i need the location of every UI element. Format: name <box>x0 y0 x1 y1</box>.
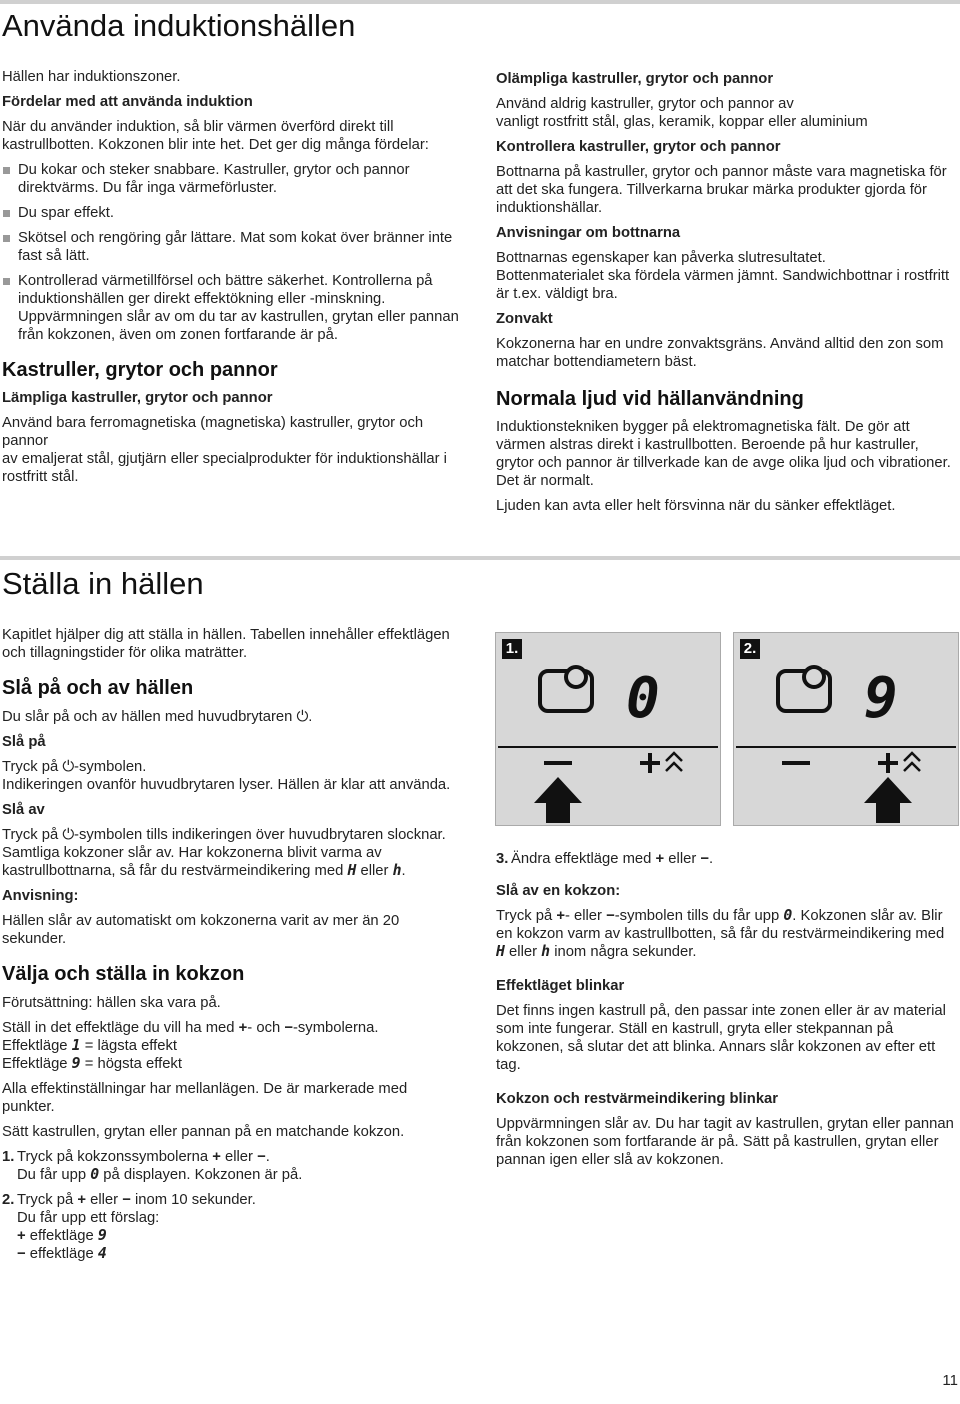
section-title-setting: Ställa in hällen <box>2 566 204 601</box>
step1-d: på displayen. Kokzonen är på. <box>103 1167 303 1183</box>
bottom-heading: Anvisningar om bottnarna <box>496 225 681 241</box>
noise-heading: Normala ljud vid hällanvändning <box>496 388 804 410</box>
plus-icon[interactable] <box>878 753 898 773</box>
step2-a: Tryck på <box>17 1192 74 1208</box>
advantages-list <box>2 161 462 344</box>
off-heading: Slå av <box>2 802 45 818</box>
select-text-a: Ställ in det effektläge du vill ha med <box>2 1020 235 1036</box>
minus-icon: − <box>257 1149 266 1165</box>
level-min-a: Effektläge <box>2 1038 68 1054</box>
panel-drawing <box>734 633 958 825</box>
zoneoff-b: - eller <box>564 908 602 924</box>
level-9-icon: 9 <box>71 1055 81 1072</box>
zoneoff-or: eller <box>509 944 538 960</box>
steps-list-continued <box>496 850 956 868</box>
residual-heat-h-icon: h <box>541 943 551 960</box>
advantages-heading: Fördelar med att använda induktion <box>2 94 253 110</box>
steps-list <box>2 1148 462 1263</box>
list-item: 3. Ändra effektläge med + eller −. <box>496 851 714 867</box>
level-0-icon: 0 <box>90 1166 100 1183</box>
step1-c: Du får upp <box>17 1167 87 1183</box>
minus-icon: − <box>122 1192 131 1208</box>
off-text-1b: -symbolen tills indikeringen över huvudbrytaren slocknar. <box>74 827 446 843</box>
zone-text: Kokzonerna har en undre zonvaktsgräns. Använd alltid den zon som matchar bottendiametern bäst. <box>496 336 944 370</box>
off-text-2a: Samtliga kokzoner slår av. Har kokzonerna blivit varma av kastrullbottnarna, så får du restvärmeindikering med <box>2 845 382 879</box>
plus-icon: + <box>212 1149 221 1165</box>
boost-chevron-icon <box>666 753 682 761</box>
level-max-b: = högsta effekt <box>84 1056 182 1072</box>
level-4-icon: 4 <box>97 1245 107 1262</box>
step3-a: Ändra effektläge med <box>511 851 652 867</box>
select-text-b: - och <box>247 1020 281 1036</box>
display-digit: 0 <box>626 666 660 731</box>
blink2-text: Uppvärmningen slår av. Du har tagit av kastrullen, grytan eller pannan från kokzonen som fortfarande är på. Sätt på kastrullen, grytan eller pannan igen eller slå av kokzonen. <box>496 1116 954 1168</box>
off-text-2: Samtliga kokzoner slår av. Har kokzonerna blivit varma av kastrullbottnarna, så får du restvärmeindikering med H eller h. <box>2 845 406 879</box>
power-icon: ⏻ <box>296 709 309 725</box>
select-text-c: -symbolerna. <box>292 1020 379 1036</box>
zoneoff-e: inom några sekunder. <box>554 944 697 960</box>
select-prereq: Förutsättning: hällen ska vara på. <box>2 995 221 1011</box>
check-text: Bottnarna på kastruller, grytor och pannor måste vara magnetiska för att det ska fungera. Tillverkarna brukar märka produkter gjorda för induktionshällar. <box>496 164 947 216</box>
section-title-using: Använda induktionshällen <box>2 8 356 43</box>
control-panel-2 <box>733 632 959 826</box>
plus-icon: + <box>556 908 565 924</box>
onoff-text-label: Du slår på och av hällen med huvudbrytaren <box>2 709 293 725</box>
on-text-1 <box>2 758 462 776</box>
on-heading: Slå på <box>2 734 46 750</box>
boost-chevron-icon <box>904 763 920 771</box>
section1-right-column <box>496 70 956 522</box>
top-divider <box>0 0 960 4</box>
minus-icon: − <box>700 851 710 867</box>
step1-b: eller <box>224 1149 253 1165</box>
step1-a: Tryck på kokzonssymbolerna <box>17 1149 209 1165</box>
step2-d: Du får upp ett förslag: <box>17 1210 160 1226</box>
zoneoff-text <box>496 907 956 961</box>
step-number: 2. <box>2 1192 15 1208</box>
blink-text: Det finns ingen kastrull på, den passar inte zonen eller är av material som inte fungerar. Ställ en kastrull, gryta eller stekpannan på kokzonen, så slutar det att blinka. Annars slår kokzonen av efter ett tag. <box>496 1003 946 1073</box>
panel-step-label: 2. <box>740 639 760 659</box>
level-max-a: Effektläge <box>2 1056 68 1072</box>
suitable-text-1: Använd bara ferromagnetiska (magnetiska) kastruller, grytor och pannor <box>2 415 424 449</box>
select-text <box>2 1019 462 1037</box>
arrow-up-icon <box>534 777 582 823</box>
check-heading: Kontrollera kastruller, grytor och pannor <box>496 139 781 155</box>
residual-heat-h-icon: h <box>392 862 402 879</box>
panel-drawing <box>496 633 720 825</box>
arrow-up-icon <box>864 777 912 823</box>
control-panel-1 <box>495 632 721 826</box>
note-text: Hällen slår av automatiskt om kokzonerna varit av mer än 20 sekunder. <box>2 913 400 947</box>
section2-left-column <box>2 626 462 1270</box>
blink2-heading: Kokzon och restvärmeindikering blinkar <box>496 1091 779 1107</box>
advantages-text: När du använder induktion, så blir värmen överförd direkt till kastrullbotten. Kokzonen blir inte het. Det ger dig många fördelar: <box>2 119 429 153</box>
onoff-text: Du slår på och av hällen med huvudbrytaren ⏻. <box>2 709 313 725</box>
step-number: 3. <box>496 851 509 867</box>
level-0-icon: 0 <box>783 907 793 924</box>
power-icon: ⏻ <box>62 759 75 775</box>
boost-chevron-icon <box>666 763 682 771</box>
hob-zone-icon <box>540 667 592 711</box>
plus-icon: + <box>655 851 665 867</box>
on-text-1a: Tryck på <box>2 759 59 775</box>
blink-heading: Effektläget blinkar <box>496 978 625 994</box>
list-item: Skötsel och rengöring går lättare. Mat som kokat över bränner inte fast så lätt. <box>2 229 462 265</box>
off-text-2-or: eller <box>360 863 389 879</box>
section2-right-column <box>496 850 956 1176</box>
unsuitable-heading: Olämpliga kastruller, grytor och pannor <box>496 71 774 87</box>
list-item: Du kokar och steker snabbare. Kastruller, grytor och pannor direktvärms. Du får inga värmeförluster. <box>2 161 462 197</box>
suitable-text-2: av emaljerat stål, gjutjärn eller specialprodukter för induktionshällar i rostfritt stål. <box>2 451 447 485</box>
minus-icon: − <box>606 908 615 924</box>
unsuitable-text-1: Använd aldrig kastruller, grytor och pannor av <box>496 96 794 112</box>
boost-chevron-icon <box>904 753 920 761</box>
plus-icon[interactable] <box>640 753 660 773</box>
hob-zone-icon <box>778 667 830 711</box>
unsuitable-text-2: vanligt rostfritt stål, glas, keramik, koppar eller aluminium <box>496 114 868 130</box>
step2-c: inom 10 sekunder. <box>134 1192 256 1208</box>
zoneoff-a: Tryck på <box>496 908 553 924</box>
residual-heat-H-icon: H <box>347 862 357 879</box>
display-digit: 9 <box>864 666 898 731</box>
place-text: Sätt kastrullen, grytan eller pannan på en matchande kokzon. <box>2 1124 405 1140</box>
on-text-2: Indikeringen ovanför huvudbrytaren lyser. Hällen är klar att använda. <box>2 777 451 793</box>
pots-heading: Kastruller, grytor och pannor <box>2 359 278 381</box>
level-min-b: = lägsta effekt <box>84 1038 177 1054</box>
off-text-1a: Tryck på <box>2 827 59 843</box>
plus-icon: + <box>17 1228 26 1244</box>
level-1-icon: 1 <box>71 1037 81 1054</box>
suitable-heading: Lämpliga kastruller, grytor och pannor <box>2 390 273 406</box>
zone-heading: Zonvakt <box>496 311 553 327</box>
on-text-1b: -symbolen. <box>74 759 147 775</box>
panel-step-label: 1. <box>502 639 522 659</box>
plus-icon: + <box>238 1020 248 1036</box>
residual-heat-H-icon: H <box>496 943 505 960</box>
step2-b: eller <box>90 1192 119 1208</box>
step2-minus-text: effektläge <box>29 1246 94 1262</box>
onoff-heading: Slå på och av hällen <box>2 677 194 699</box>
list-item: Du spar effekt. <box>2 204 462 222</box>
minus-icon: − <box>17 1246 26 1262</box>
section1-left-column <box>2 68 462 493</box>
section-divider <box>0 556 960 560</box>
zoneoff-heading: Slå av en kokzon: <box>496 883 621 899</box>
bottom-text-1: Bottnarnas egenskaper kan påverka slutresultatet. <box>496 250 826 266</box>
off-text-1 <box>2 826 462 844</box>
list-item: 1. Tryck på kokzonssymbolerna + eller −. Du får upp 0 på displayen. Kokzonen är på. <box>2 1149 303 1183</box>
list-item <box>2 1191 462 1263</box>
zoneoff-d: . Kokzonen slår av. Blir en kokzon varm av kastrullbotten, så får du restvärmeindikering med <box>496 908 945 942</box>
noise-text-1: Induktionstekniken bygger på elektromagnetiska fält. De gör att värmen alstras direkt i kastrullbotten. Beroende på hur kastruller, grytor och pannor är tillverkade kan de avge olika ljud och vibrationer. Det är normalt. <box>496 419 951 489</box>
intro-text: Hällen har induktionszoner. <box>2 69 181 85</box>
page-number: 11 <box>942 1372 958 1389</box>
level-max <box>2 1055 462 1073</box>
power-icon: ⏻ <box>62 827 75 843</box>
list-item: Kontrollerad värmetillförsel och bättre säkerhet. Kontrollerna på induktionshällen ger direkt effektökning eller -minskning. Uppvärmningen slår av om du tar av kastrullen, grytan eller pannan från kokzonen, även om zonen fortfarande är på. <box>2 272 462 344</box>
note-heading: Anvisning: <box>2 888 79 904</box>
zoneoff-c: -symbolen tills du får upp <box>614 908 780 924</box>
level-9-icon: 9 <box>97 1227 107 1244</box>
bottom-text-2: Bottenmaterialet ska fördela värmen jämnt. Sandwichbottnar i rostfritt är t.ex. väldigt bra. <box>496 268 950 302</box>
level-min <box>2 1037 462 1055</box>
levels-text: Alla effektinställningar har mellanlägen. De är markerade med punkter. <box>2 1081 408 1115</box>
step-number: 1. <box>2 1149 15 1165</box>
step2-plus-text: effektläge <box>29 1228 94 1244</box>
minus-icon: − <box>284 1020 293 1036</box>
step3-b: eller <box>668 851 697 867</box>
plus-icon: + <box>77 1192 86 1208</box>
select-heading: Välja och ställa in kokzon <box>2 963 245 985</box>
noise-text-2: Ljuden kan avta eller helt försvinna när du sänker effektläget. <box>496 498 896 514</box>
section2-intro: Kapitlet hjälper dig att ställa in hällen. Tabellen innehåller effektlägen och tillagningstider för olika maträtter. <box>2 627 450 661</box>
